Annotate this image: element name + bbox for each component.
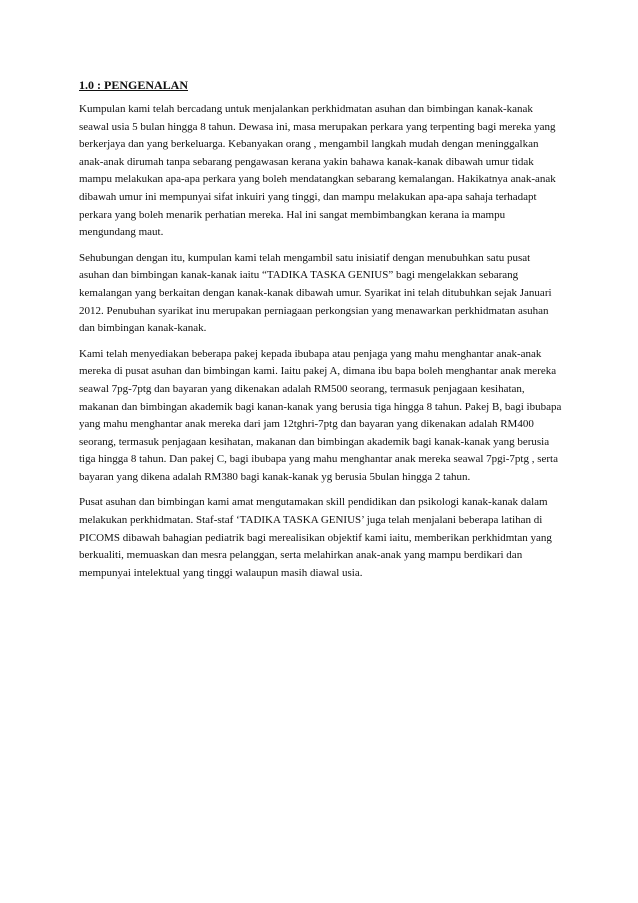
paragraph-initiative: Sehubungan dengan itu, kumpulan kami telah mengambil satu inisiatif dengan menubuhkan satu pusat asuhan dan bimbingan kanak-kanak iaitu “TADIKA TASKA GENIUS” bagi mengelakkan sebarang kemalangan yang berkaitan dengan kanak-kanak dibawah umur. Syarikat ini telah ditubuhkan sejak Januari 2012. Penubuhan syarikat inu merupakan perniagaan perkongsian yang menawarkan perkhidmatan asuhan dan bimbingan kanak-kanak. xyxy=(79,251,552,335)
paragraph-packages: Kami telah menyediakan beberapa pakej kepada ibubapa atau penjaga yang mahu menghantar anak-anak mereka di pusat asuhan dan bimbingan kami. Iaitu pakej A, dimana ibu bapa boleh menghantar anak mereka seawal 7pg-7ptg dan bayaran yang dikenakan adalah RM500 seorang, termasuk penjagaan kesihatan, makanan dan bimbingan akademik bagi kanan-kanak yang berusia tiga hingga 8 tahun. Pakej B, bagi ibubapa yang mahu menghantar anak mereka dari jam 12tghri-7ptg dan bayaran yang dikenakan adalah RM400 seorang, termasuk penjagaan kesihatan, makanan dan bimbingan akademik bagi kanak-kanak yang berusia tiga hingga 8 tahun. Dan pakej C, bagi ibubapa yang mahu menghantar anak mereka seawal 7pgi-7ptg , serta bayaran yang dikena adalah RM380 bagi kanak-kanak yg berusia 5bulan hingga 2 tahun. xyxy=(79,347,562,483)
document-body xyxy=(79,78,563,590)
paragraph-introduction: Kumpulan kami telah bercadang untuk menjalankan perkhidmatan asuhan dan bimbingan kanak-kanak seawal usia 5 bulan hingga 8 tahun. Dewasa ini, masa merupakan perkara yang terpenting bagi mereka yang berkerjaya dan yang berkeluarga. Kebanyakan orang , mengambil langkah mudah dengan meninggalkan anak-anak dirumah tanpa sebarang pengawasan kerana yakin bahawa kanak-kanak dibawah umur tidak mampu melakukan apa-apa perkara yang boleh mendatangkan sebarang kemalangan. Hakikatnya anak-anak dibawah umur ini mempunyai sifat inkuiri yang tinggi, dan mampu melakukan apa-apa sahaja terhadapt perkara yang boleh menarik perhatian mereka. Hal ini sangat membimbangkan kerana ia mampu mengundang maut. xyxy=(79,103,556,239)
section-heading: 1.0 : PENGENALAN xyxy=(79,78,189,92)
paragraph-staff-training: Pusat asuhan dan bimbingan kami amat mengutamakan skill pendidikan dan psikologi kanak-kanak dalam melakukan perkhidmatan. Staf-staf ‘TADIKA TASKA GENIUS’ juga telah menjalani beberapa latihan di PICOMS dibawah bahagian pediatrik bagi merealisikan objektif kami iaitu, memberikan perkhidmtan yang berkualiti, memuaskan dan mesra pelanggan, serta melahirkan anak-anak yang mampu berdikari dan mempunyai intelektual yang tinggi walaupun masih diawal usia. xyxy=(79,496,552,579)
